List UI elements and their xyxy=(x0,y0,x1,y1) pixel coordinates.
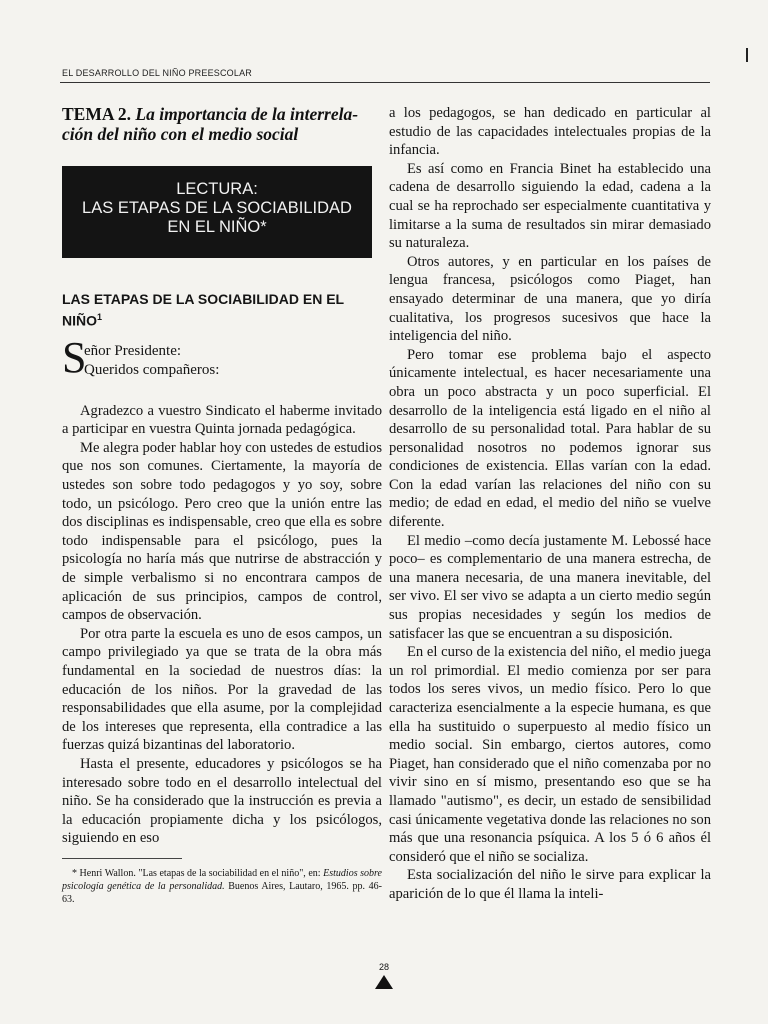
footnote xyxy=(62,867,382,906)
salutation xyxy=(62,332,382,388)
paragraph: a los pedagogos, se han dedicado en particular al estudio de las capacidades intelectuales propias de la infancia. xyxy=(389,105,711,159)
paragraph: Por otra parte la escuela es uno de esos campos, un campo privilegiado ya que se trata de la obra más fundamental en la sociedad de nuestros días: la educación de los niños. Por la gravedad de las responsabilidades que ella asume, por la complejidad de los intereses que representa, ella contradice a las fuerzas quizá bizantinas del laboratorio. xyxy=(62,625,382,754)
footnote-rule xyxy=(62,858,182,859)
paragraph: Agradezco a vuestro Sindicato el haberme invitado a participar en vuestra Quinta jornada pedagógica. xyxy=(62,402,382,438)
right-column xyxy=(389,104,711,904)
left-column xyxy=(62,104,382,906)
header-rule xyxy=(60,82,710,83)
footnote-tail: Buenos Aires, Lautaro, 1965. pp. 46-63. xyxy=(62,880,382,905)
tema-title-line1: La importancia de la interrela- xyxy=(135,104,359,124)
page-triangle-icon xyxy=(375,975,393,989)
paragraph: Esta socialización del niño le sirve para explicar la aparición de lo que él llama la inteli- xyxy=(389,867,711,902)
paragraph: En el curso de la existencia del niño, el medio juega un rol primordial. El medio comienza por ser para todos los seres vivos, un medio físico. Pero lo que caracteriza esencialmente a la especie humana, es que ella ha sustituido o superpuesto al medio físico un medio social. Sin embargo, ciertos autores, como Piaget, han considerado que el niño comenzaba por no vivir sino en sí mismo, presentando eso que se ha llamado "autismo", es decir, un estado de sensibilidad casi únicamente vegetativa donde las relaciones no son más que una resonancia psíquica. A los 5 ó 6 años él consideró que el niño se socializa. xyxy=(389,644,711,865)
drop-cap: S xyxy=(62,332,87,382)
footnote-source: Estudios sobre psicología genética de la personalidad. xyxy=(62,867,382,892)
tema-heading xyxy=(62,104,382,144)
margin-mark xyxy=(746,48,748,62)
page-number: 28 xyxy=(378,962,389,972)
lectura-banner xyxy=(62,166,372,258)
running-head: EL DESARROLLO DEL NIÑO PREESCOLAR xyxy=(62,68,252,78)
paragraph: Pero tomar ese problema bajo el aspecto únicamente intelectual, es hacer necesariamente una obra un poco abstracta y un poco superficial. El desarrollo de la inteligencia está ligado en el niño al desarrollo de su personalidad total. Para hablar de su personalidad nosotros no podemos ignorar sus condiciones de existencia. Ellas varían con la edad. Con la edad varían las relaciones del niño con su medio; de edad en edad, el medio del niño se vuelve diferente. xyxy=(389,346,711,531)
section-footnote-ref: 1 xyxy=(97,312,103,322)
paragraph: Hasta el presente, educadores y psicólogos se ha interesado sobre todo en el desarrollo intelectual del niño. Se ha considerado que la instrucción es previa a la educación propiamente dicha y los psicólogos, siguiendo en eso xyxy=(62,755,382,847)
paragraph: El medio –como decía justamente M. Lebossé hace poco– es complementario de una manera estrecha, de una manera necesaria, de una manera inevitable, del ser vivo. El ser vivo se adapta a un cierto medio según sus propias necesidades y según los medios de satisfacer las que se encuentran a su disposición. xyxy=(389,532,711,642)
salutation-line1: eñor Presidente: xyxy=(84,342,182,359)
lectura-label: LECTURA: xyxy=(176,180,258,198)
paragraph: Es así como en Francia Binet ha establecido una cadena de desarrollo siguiendo la edad, cadena a la cual se ha reprochado ser especialmente cuantitativa y limitarse a la suma de resultados sin mirar demasiado su naturaleza. xyxy=(389,160,711,252)
lectura-title-line2: EN EL NIÑO* xyxy=(167,218,267,236)
section-heading xyxy=(62,290,382,330)
footnote-lead: * Henri Wallon. "Las etapas de la sociabilidad en el niño", en: xyxy=(72,867,324,879)
paragraph: Otros autores, y en particular en los países de lengua francesa, psicólogos como Piaget, han ensayado determinar de una manera, que yo diría cualitativa, los progresos sucesivos que hace la inteligencia del niño. xyxy=(389,253,711,345)
lectura-title-line1: LAS ETAPAS DE LA SOCIABILIDAD xyxy=(82,199,352,217)
paragraph: Me alegra poder hablar hoy con ustedes de estudios que nos son comunes. Ciertamente, la mayoría de ustedes son sobre todo pedagogos y yo soy, sobre todo, un psicólogo. Pero creo que la unión entre las dos disciplinas es indispensable, creo que ella es sobre todo indispensable para el psicólogo, pues la psicología no haría más que nutrirse de abstracción y de simple verbalismo si no encontrara campos de aplicación de sus principios, campos de control, campos de observación. xyxy=(62,439,382,624)
section-heading-text: LAS ETAPAS DE LA SOCIABILIDAD EN EL NIÑO xyxy=(62,291,344,329)
salutation-line2: Queridos compañeros: xyxy=(84,361,220,378)
tema-label: TEMA 2. xyxy=(62,104,132,124)
tema-title-line2: ción del niño con el medio social xyxy=(62,124,299,144)
